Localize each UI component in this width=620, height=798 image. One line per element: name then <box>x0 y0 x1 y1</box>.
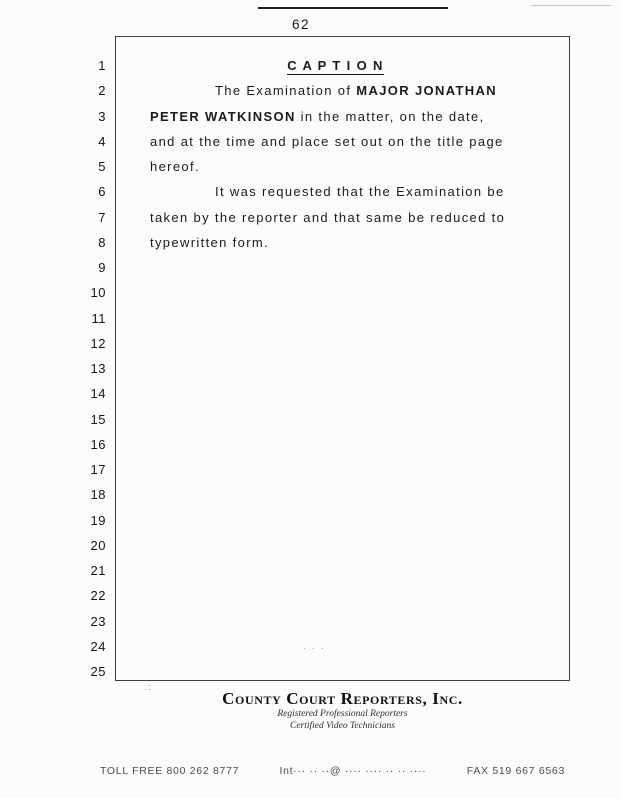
transcript-text-segment: taken by the reporter and that same be reduced to <box>150 209 506 225</box>
line-number: 5 <box>98 159 106 174</box>
line-numbers <box>60 53 106 684</box>
transcript-text-segment: hereof. <box>150 159 200 174</box>
line-number: 6 <box>98 184 106 200</box>
transcript-line <box>117 255 568 280</box>
line-number: 7 <box>98 209 106 225</box>
transcript-line <box>117 154 568 179</box>
line-number: 20 <box>90 537 106 553</box>
toll-free-number: TOLL FREE 800 262 8777 <box>100 765 240 777</box>
transcript-line <box>117 356 568 381</box>
transcript-line <box>117 381 568 406</box>
transcript-line <box>117 609 568 634</box>
line-number: 3 <box>98 108 106 124</box>
line-number: 23 <box>90 613 106 629</box>
transcript-line <box>117 634 568 659</box>
transcript-line <box>117 230 568 255</box>
line-number: 24 <box>90 638 106 654</box>
line-number: 1 <box>98 58 106 73</box>
footer <box>115 689 570 732</box>
line-number: 22 <box>90 588 106 604</box>
line-number: 19 <box>90 512 106 528</box>
transcript-line <box>117 558 568 583</box>
line-number: 9 <box>98 260 106 275</box>
transcript-text-segment: in the matter, on the date, <box>295 108 485 124</box>
transcript-text-segment: C A P T I O N <box>287 58 384 73</box>
transcript-text-segment: PETER WATKINSON <box>150 108 296 124</box>
line-number: 12 <box>90 335 106 351</box>
transcript-line <box>117 583 568 608</box>
transcript-line <box>117 306 568 331</box>
transcript-line <box>117 407 568 432</box>
transcript-line <box>117 331 568 356</box>
scan-artifact-dots: . . . <box>303 641 326 651</box>
transcript-lines <box>117 53 568 684</box>
transcript-text-segment: The Examination of <box>215 83 357 99</box>
line-number: 10 <box>90 285 106 301</box>
fax-number: FAX 519 667 6563 <box>466 765 565 777</box>
transcript-line <box>117 78 568 103</box>
line-number: 25 <box>90 664 106 679</box>
transcript-line <box>117 457 568 482</box>
transcript-line <box>117 280 568 305</box>
transcript-line <box>117 179 568 204</box>
transcript-line <box>117 482 568 507</box>
transcript-line <box>117 53 568 78</box>
line-number: 8 <box>98 234 106 250</box>
footer-tagline-reporters: Registered Professional Reporters <box>277 709 408 719</box>
scan-top-line <box>258 7 448 9</box>
company-name: County Court Reporters, Inc. <box>222 689 463 708</box>
line-number: 16 <box>90 436 106 452</box>
page-number: 62 <box>292 17 311 32</box>
line-number: 14 <box>90 386 106 402</box>
line-number: 21 <box>90 563 106 578</box>
transcript-text-segment: and at the time and place set out on the title page <box>150 133 504 149</box>
line-number: 2 <box>98 83 106 99</box>
line-number: 4 <box>98 133 106 149</box>
transcript-line <box>117 659 568 684</box>
scan-artifact-dot: .: <box>144 682 154 692</box>
transcript-text-segment: typewritten form. <box>150 234 270 250</box>
line-number: 18 <box>90 487 106 503</box>
transcript-line <box>117 432 568 457</box>
line-number: 15 <box>90 411 106 427</box>
transcript-line <box>117 129 568 154</box>
line-number: 17 <box>90 462 106 477</box>
line-number: 11 <box>91 310 106 326</box>
contact-line <box>100 765 565 777</box>
transcript-line <box>117 533 568 558</box>
transcript-line <box>117 104 568 129</box>
transcript-text-segment: It was requested that the Examination be <box>215 184 505 200</box>
scan-corner-line <box>531 5 612 6</box>
contact-middle-blurred: Int··· ·· ··@ ···· ···· ·· ·· ···· <box>279 765 427 777</box>
transcript-text-segment: MAJOR JONATHAN <box>356 83 497 99</box>
transcript-line <box>117 508 568 533</box>
footer-tagline-video: Certified Video Technicians <box>289 720 395 731</box>
transcript-line <box>117 205 568 230</box>
line-number: 13 <box>90 361 106 376</box>
